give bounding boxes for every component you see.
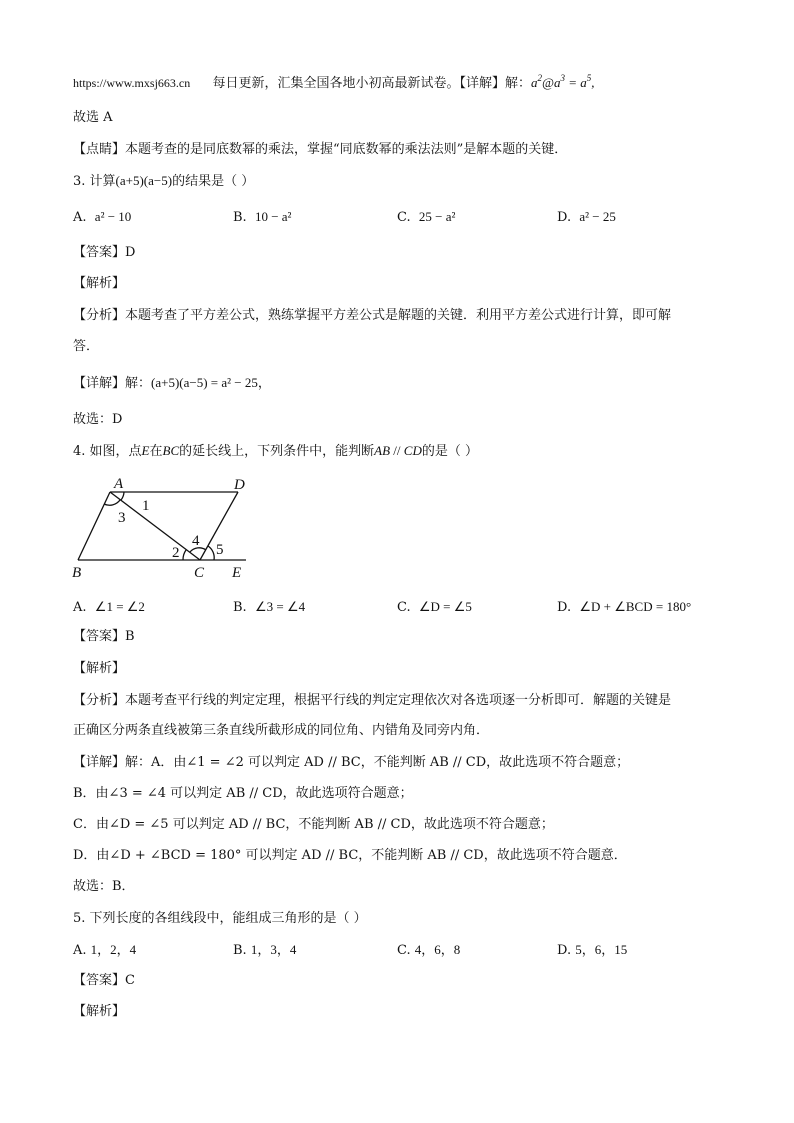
- angle-label-1: 1: [142, 498, 150, 514]
- q5-answer: 【答案】C: [73, 973, 135, 988]
- q4-detail-d: D．由∠D + ∠BCD = 180° 可以判定 AD // BC，不能判断 AB // CD，故此选项不符合题意．: [73, 848, 627, 863]
- q5-analysis-tag: 【解析】: [73, 1004, 126, 1019]
- q4-option-d[interactable]: D. ∠D + ∠BCD = 180°: [557, 599, 692, 615]
- q5-option-d[interactable]: D. 5，6，15: [557, 942, 628, 958]
- q3-fenxi-2: 答．: [73, 339, 100, 354]
- q3-option-d[interactable]: D. a² − 25: [557, 209, 616, 225]
- q4-fenxi-1: 【分析】本题考查平行线的判定定理，根据平行线的判定定理依次对各选项逐一分析即可．解题的关键是: [73, 693, 672, 708]
- q4-option-a[interactable]: A. ∠1 = ∠2: [73, 599, 145, 615]
- q3-option-c[interactable]: C. 25 − a²: [397, 209, 456, 225]
- q3-choose: 故选：D: [73, 412, 123, 427]
- q2-dianjing: 【点睛】本题考查的是同底数幂的乘法，掌握“同底数幂的乘法法则”是解本题的关键．: [73, 142, 568, 157]
- label-b: B: [72, 565, 82, 581]
- q3-option-b[interactable]: B. 10 − a²: [233, 209, 292, 225]
- q3-option-a[interactable]: A. a² − 10: [73, 209, 132, 225]
- header-url[interactable]: https://www.mxsj663.cn: [73, 76, 191, 90]
- q3-fenxi-1: 【分析】本题考查了平方差公式，熟练掌握平方差公式是解题的关键．利用平方差公式进行计算，即可解: [73, 308, 672, 323]
- angle-label-3: 3: [118, 510, 126, 526]
- q5-option-b[interactable]: B. 1，3，4: [233, 942, 297, 958]
- label-e: E: [232, 565, 242, 581]
- q4-detail-b: B．由∠3 = ∠4 可以判定 AB // CD，故此选项符合题意；: [73, 786, 413, 801]
- q4-detail-c: C．由∠D = ∠5 可以判定 AD // BC，不能判断 AB // CD，故此选项不符合题意；: [73, 817, 554, 832]
- q3-answer: 【答案】D: [73, 245, 136, 260]
- angle-label-4: 4: [192, 533, 200, 549]
- q4-answer: 【答案】B: [73, 629, 135, 644]
- label-d: D: [234, 477, 245, 493]
- header-detail-tag: 【详解】解：: [459, 76, 532, 91]
- formula: $a^2@a^3 = a^5$,: [531, 73, 595, 90]
- q4-option-b[interactable]: B. ∠3 = ∠4: [233, 599, 306, 615]
- q2-choose: 故选 A: [73, 110, 113, 125]
- angle-arc-2: [183, 550, 186, 560]
- segment-ab: [78, 492, 110, 560]
- q3-stem: 3. 计算(a+5)(a−5)的结果是（ ）: [73, 173, 255, 189]
- geometry-figure: [70, 472, 260, 584]
- label-a: A: [114, 476, 124, 492]
- q3-detail: 【详解】解：(a+5)(a−5) = a² − 25，: [73, 375, 271, 391]
- angle-arc-5: [208, 546, 214, 560]
- angle-label-5: 5: [216, 542, 224, 558]
- q5-option-a[interactable]: A. 1，2，4: [73, 942, 137, 958]
- angle-label-2: 2: [172, 545, 180, 561]
- header-line: [73, 74, 595, 93]
- angle-arc-1: [121, 492, 124, 500]
- segment-ac: [110, 492, 200, 560]
- q4-analysis-tag: 【解析】: [73, 661, 126, 676]
- q4-choose: 故选：B．: [73, 879, 135, 894]
- q4-detail-a: 【详解】解：A．由∠1 = ∠2 可以判定 AD // BC，不能判断 AB // CD，故此选项不符合题意；: [73, 755, 630, 770]
- q5-stem: 5. 下列长度的各组线段中，能组成三角形的是（ ）: [73, 911, 367, 926]
- q4-option-c[interactable]: C. ∠D = ∠5: [397, 599, 472, 615]
- header-promo: 每日更新，汇集全国各地小初高最新试卷。: [212, 76, 460, 91]
- q5-option-c[interactable]: C. 4，6，8: [397, 942, 461, 958]
- q4-fenxi-2: 正确区分两条直线被第三条直线所截形成的同位角、内错角及同旁内角．: [73, 723, 490, 738]
- label-c: C: [194, 565, 205, 581]
- q4-stem: 4. 如图，点E在BC的延长线上，下列条件中，能判断AB // CD的是（ ）: [73, 443, 478, 459]
- q3-analysis-tag: 【解析】: [73, 276, 126, 291]
